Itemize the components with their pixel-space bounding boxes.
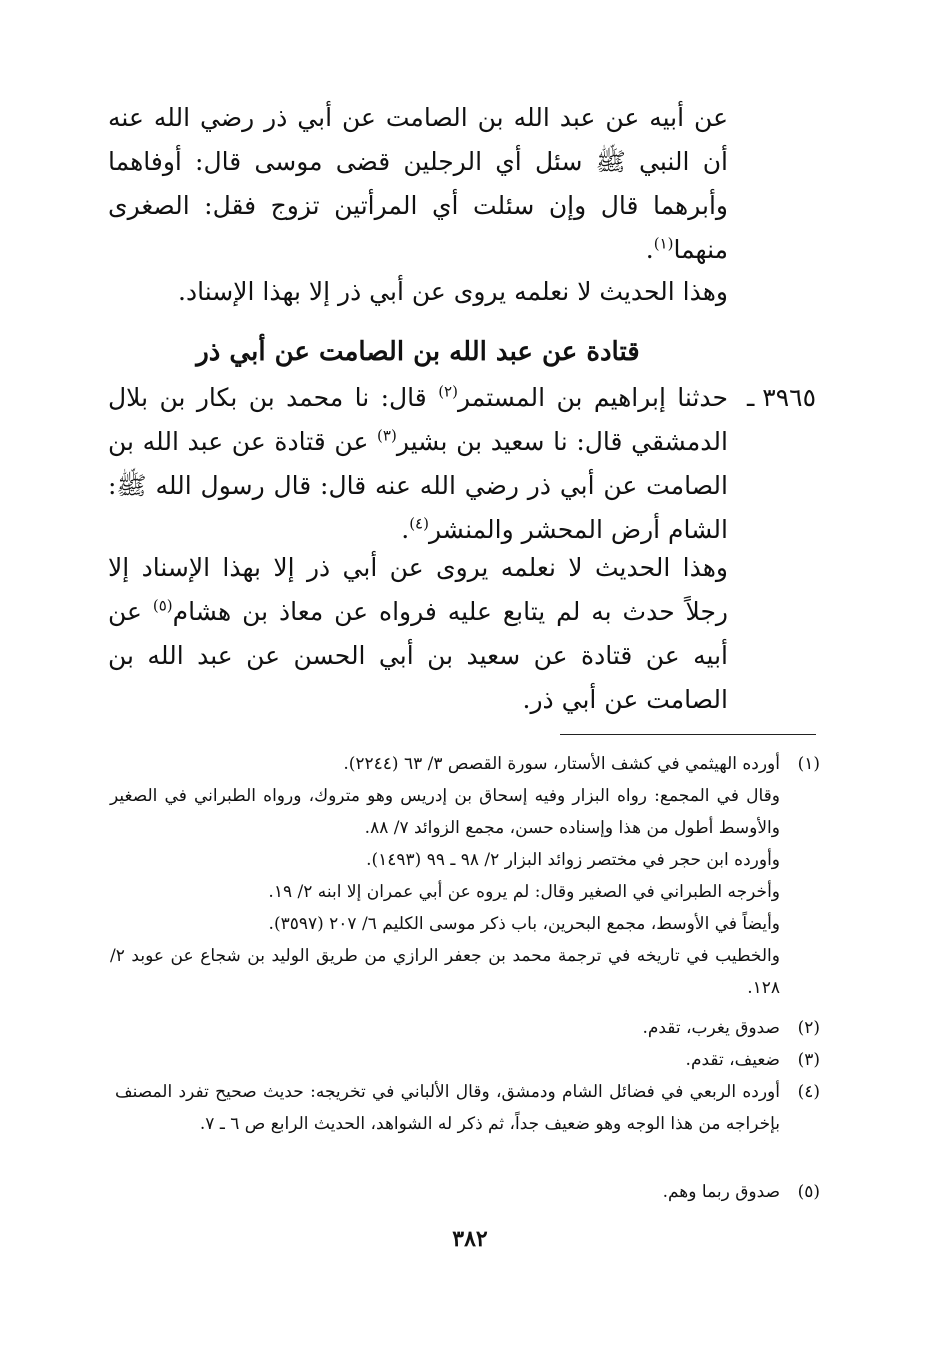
section-heading: قتادة عن عبد الله بن الصامت عن أبي ذر (196, 337, 640, 367)
isnad-note-paragraph (108, 270, 728, 314)
footnote-ref: (٣) (377, 426, 397, 445)
hadith-text-part: حدثنا إبراهيم بن المستمر (457, 383, 728, 412)
footnote-separator (560, 734, 816, 735)
footnote-2 (110, 1012, 820, 1044)
paragraph-text: وهذا الحديث لا نعلمه يروى عن أبي ذر إلا بهذا الإسناد. (178, 277, 728, 306)
footnote-line: صدوق ربما وهم. (662, 1182, 780, 1202)
footnote-ref: (٢) (438, 382, 458, 401)
footnote-ref: (٤) (409, 514, 429, 533)
footnote-1 (110, 748, 820, 1004)
footnote-line: والخطيب في تاريخه في ترجمة محمد بن جعفر الرازي من طريق الوليد بن شجاع عن عوبد ٢/ ١٢٨. (110, 946, 780, 998)
footnote-line: أورده الهيثمي في كشف الأستار، سورة القصص ٣/ ٦٣ (٢٢٤٤). (343, 754, 780, 774)
footnote-line: وأيضاً في الأوسط، مجمع البحرين، باب ذكر موسى الكليم ٦/ ٢٠٧ (٣٥٩٧). (268, 914, 780, 934)
footnote-line: صدوق يغرب، تقدم. (642, 1018, 780, 1038)
hadith-text-part: عن قتادة عن عبد الله بن الصامت عن أبي ذر رضي الله عنه قال: قال رسول الله ﷺ: الشام أرض المحشر والمنشر (108, 427, 728, 544)
footnote-line: أورده الربعي في فضائل الشام ودمشق، وقال الألباني في تخريجه: حديث صحيح تفرد المصنف بإخراجه من هذا الوجه وهو ضعيف جداً، ثم ذكر له الشواهد، الحديث الرابع ص ٦ ـ ٧. (115, 1082, 780, 1134)
footnote-number: (٢) (797, 1018, 820, 1038)
footnote-number: (٤) (797, 1082, 820, 1102)
footnote-number: (١) (797, 754, 820, 774)
footnote-5 (110, 1176, 820, 1208)
paragraph-end: . (645, 235, 654, 264)
opening-paragraph (108, 96, 728, 272)
paragraph-text: عن أبيه عن عبد الله بن الصامت عن أبي ذر رضي الله عنه أن النبي ﷺ سئل أي الرجلين قضى موسى قال: أوفاهما وأبرهما قال وإن سئلت أي المرأتين تزوج فقل: الصغرى منهما (108, 103, 728, 264)
footnote-number: (٥) (797, 1182, 820, 1202)
hadith-text-end: . (401, 515, 410, 544)
hadith-number: ٣٩٦٥ ـ (747, 383, 816, 412)
footnote-3 (110, 1044, 820, 1076)
hadith-text-part: قال: نا محمد بن بكار بن بلال الدمشقي قال: نا سعيد بن بشير (108, 383, 728, 456)
hadith-text (108, 376, 728, 552)
footnote-line: ضعيف، تقدم. (685, 1050, 780, 1070)
footnote-line: وأورده ابن حجر في مختصر زوائد البزار ٢/ ٩٨ ـ ٩٩ (١٤٩٣). (366, 850, 780, 870)
footnote-4 (110, 1076, 820, 1140)
page-number: ٣٨٢ (452, 1226, 488, 1252)
comment-text-part: وهذا الحديث لا نعلمه يروى عن أبي ذر إلا بهذا الإسناد إلا رجلاً حدث به لم يتابع عليه فرواه عن معاذ بن هشام (108, 553, 729, 626)
footnote-number: (٣) (797, 1050, 820, 1070)
footnote-ref: (١) (653, 234, 674, 253)
footnote-ref: (٥) (152, 596, 173, 615)
comment-text-part: عن أبيه عن قتادة عن سعيد بن أبي الحسن عن عبد الله بن الصامت عن أبي ذر. (108, 597, 728, 714)
footnote-line: وأخرجه الطبراني في الصغير وقال: لم يروه عن أبي عمران إلا ابنه ٢/ ١٩. (268, 882, 780, 902)
comment-paragraph (108, 546, 728, 722)
footnote-line: وقال في المجمع: رواه البزار وفيه إسحاق بن إدريس وهو متروك، ورواه الطبراني في الصغير والأوسط أطول من هذا وإسناده حسن، مجمع الزوائد ٧/ ٨٨. (110, 786, 780, 838)
